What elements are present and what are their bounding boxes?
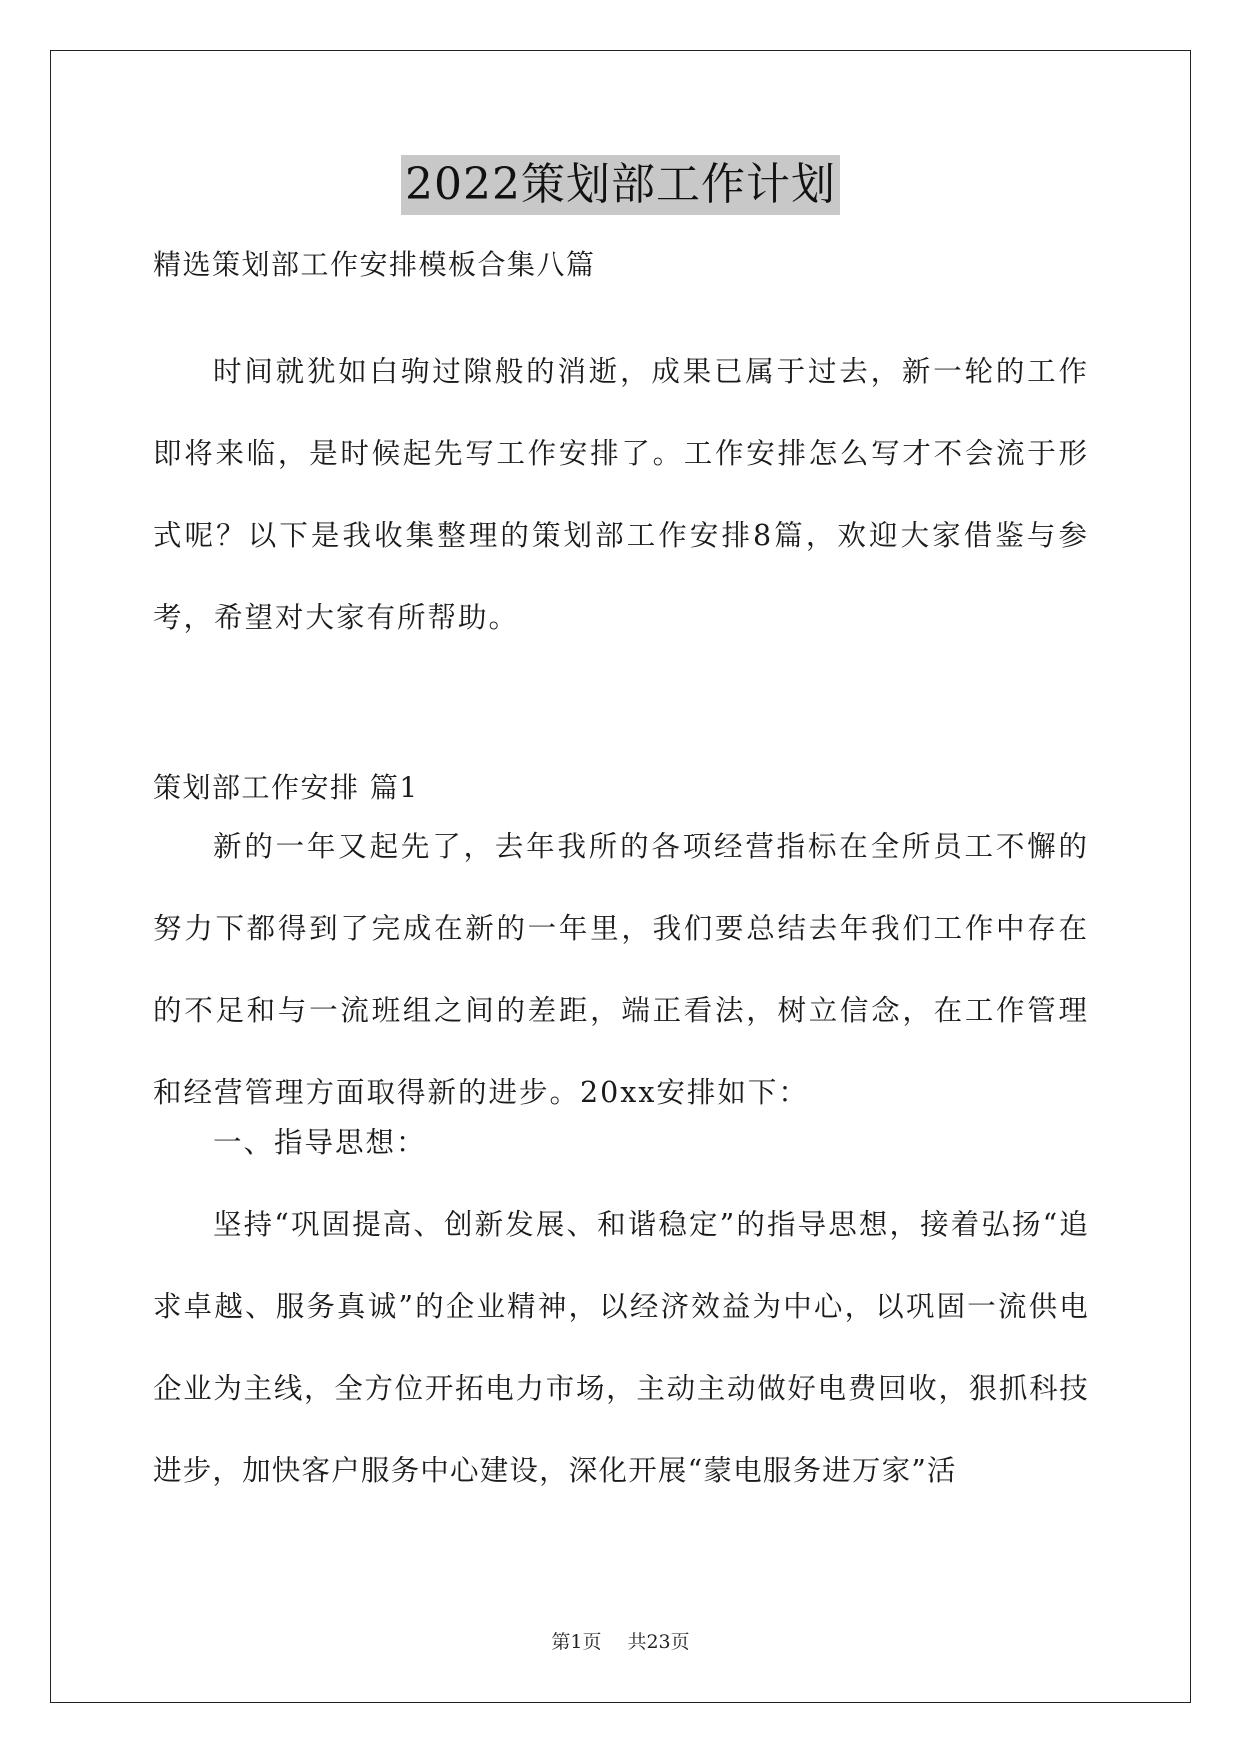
page-footer (0, 1627, 1241, 1654)
item-body-paragraph: 坚持“巩固提高、创新发展、和谐稳定”的指导思想，接着弘扬“追求卓越、服务真诚”的企业精神，以经济效益为中心，以巩固一流供电企业为主线，全方位开拓电力市场，主动主动做好电费回收，狠抓科技进步，加快客户服务中心建设，深化开展“蒙电服务进万家”活 (153, 1208, 1089, 1487)
section-heading: 策划部工作安排 篇1 (153, 771, 419, 804)
document-title: 2022策划部工作计划 (401, 155, 840, 215)
page-number: 第1页 (551, 1631, 602, 1653)
page-total: 共23页 (627, 1631, 690, 1653)
title-container (0, 155, 1241, 215)
intro-paragraph: 时间就犹如白驹过隙般的消逝，成果已属于过去，新一轮的工作即将来临，是时候起先写工作安排了。工作安排怎么写才不会流于形式呢？以下是我收集整理的策划部工作安排8篇，欢迎大家借鉴与参考，希望对大家有所帮助。 (153, 355, 1089, 634)
section-intro-paragraph: 新的一年又起先了，去年我所的各项经营指标在全所员工不懈的努力下都得到了完成在新的一年里，我们要总结去年我们工作中存在的不足和与一流班组之间的差距，端正看法，树立信念，在工作管理和经营管理方面取得新的进步。20xx安排如下： (153, 830, 1089, 1109)
document-subtitle: 精选策划部工作安排模板合集八篇 (153, 248, 596, 281)
item-heading: 一、指导思想： (213, 1126, 427, 1159)
